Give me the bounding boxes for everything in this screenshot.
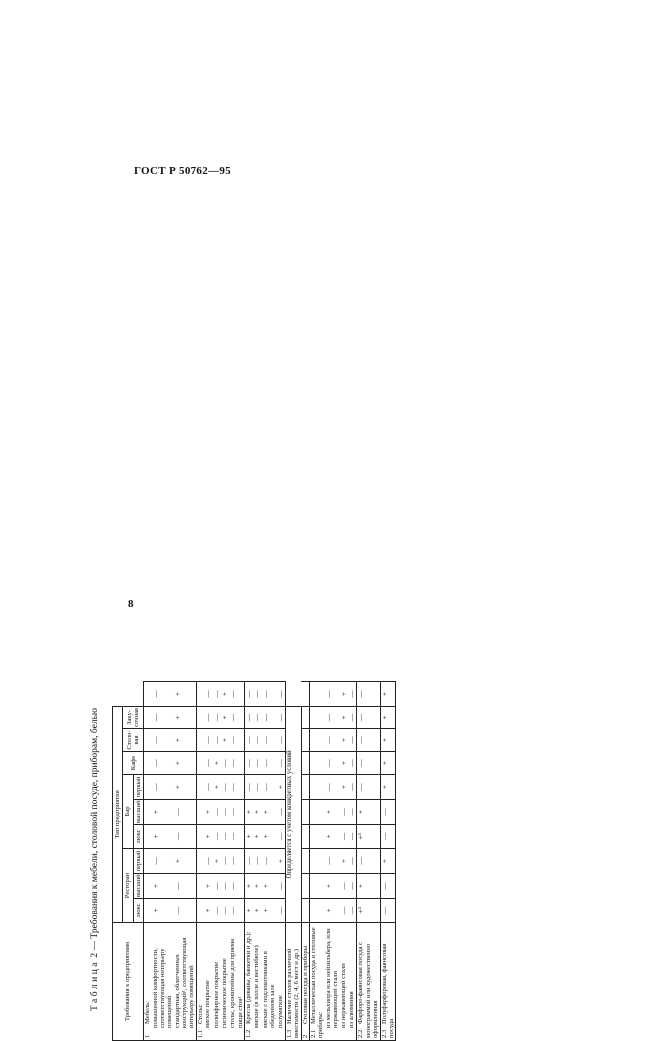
mark-cell: + [380, 752, 396, 775]
mark-cell: + [152, 899, 174, 923]
row-label: 2.3Полуфарфоровая, фаянсовая посуда [380, 923, 396, 1041]
row-label: 2Столовая посуда и приборы [301, 923, 309, 1041]
row-label: 1.2Кресла (диваны, банкетки и др.): [245, 923, 254, 1041]
mark-cell: — [340, 800, 348, 825]
table-caption [90, 682, 100, 1037]
mark-cell: — [152, 706, 174, 728]
mark-cell: + [174, 752, 197, 775]
mark-cell: + [380, 775, 396, 800]
caption-title: — Требования к мебели, столовой посуде, приборам, белью [90, 707, 100, 951]
mark-cell: — [262, 849, 277, 874]
document-header: ГОСТ Р 50762—95 [134, 165, 231, 177]
row-label: гигиеническое покрытие [221, 923, 229, 1041]
mark-cell: + [174, 706, 197, 728]
mark-cell: + [204, 825, 212, 849]
row-label: 1Мебель: [144, 923, 152, 1041]
mark-cell: — [340, 825, 348, 849]
mark-cell: — [152, 752, 174, 775]
mark-cell: — [380, 800, 396, 825]
mark-cell: — [357, 752, 380, 775]
mark-cell: — [277, 800, 286, 825]
mark-cell: + [213, 849, 221, 874]
mark-cell: — [348, 874, 357, 899]
mark-cell: — [357, 682, 380, 707]
mark-cell: — [340, 899, 348, 923]
mark-cell: — [253, 775, 261, 800]
mark-cell: — [340, 874, 348, 899]
mark-cell: — [229, 874, 244, 899]
mark-cell: + [357, 874, 380, 899]
mark-cell [301, 729, 309, 752]
mark-cell: — [245, 849, 254, 874]
mark-cell: — [245, 706, 254, 728]
mark-cell: — [348, 899, 357, 923]
mark-cell: — [380, 825, 396, 849]
mark-cell: + [262, 825, 277, 849]
col-bar-higher: высший [134, 800, 142, 823]
mark-cell: — [357, 729, 380, 752]
mark-cell: — [357, 849, 380, 874]
col-restaurant: Ресторан [123, 849, 133, 923]
mark-cell: — [253, 849, 261, 874]
mark-cell [310, 899, 325, 923]
col-canteen: Столо-вая [123, 729, 144, 752]
mark-cell: — [221, 874, 229, 899]
mark-cell: — [204, 752, 212, 775]
mark-cell: — [229, 849, 244, 874]
mark-cell: — [262, 729, 277, 752]
mark-cell [310, 874, 325, 899]
mark-cell: — [348, 825, 357, 849]
mark-cell: + [340, 706, 348, 728]
mark-cell: + [262, 800, 277, 825]
mark-cell [310, 849, 325, 874]
mark-cell [310, 682, 325, 707]
mark-cell: — [229, 752, 244, 775]
mark-cell: — [357, 775, 380, 800]
row-label: 2.2Фарфоро-фаянсовая посуда с монограммой или художественно оформленная [357, 923, 380, 1041]
mark-cell: — [213, 706, 221, 728]
mark-cell: — [204, 849, 212, 874]
col-restaurant-first: первый [133, 849, 143, 874]
rotated-table-block [90, 681, 610, 1041]
mark-cell: — [213, 800, 221, 825]
requirements-table [112, 681, 396, 1041]
mark-cell: — [262, 775, 277, 800]
mark-cell: + [221, 729, 229, 752]
mark-cell: — [380, 874, 396, 899]
mark-cell: — [277, 899, 286, 923]
mark-cell: — [325, 729, 340, 752]
mark-cell: — [213, 874, 221, 899]
mark-cell: — [229, 729, 244, 752]
mark-cell: + [174, 729, 197, 752]
mark-cell: + [213, 752, 221, 775]
caption-table-word: Таблица [90, 960, 100, 1012]
mark-cell: + [277, 775, 286, 800]
mark-cell [301, 849, 309, 874]
mark-cell: — [229, 682, 244, 707]
caption-table-number: 2 [90, 952, 100, 958]
mark-cell: — [174, 899, 197, 923]
mark-cell: + [325, 800, 340, 825]
mark-cell: — [174, 800, 197, 825]
mark-cell: — [348, 849, 357, 874]
mark-cell: + [340, 752, 348, 775]
row-label: 2.1Металлическая посуда и столовые приборы: [310, 923, 325, 1041]
mark-cell: + [253, 825, 261, 849]
mark-cell [301, 682, 309, 707]
mark-cell: — [253, 706, 261, 728]
mark-cell: + [325, 874, 340, 899]
mark-cell [310, 800, 325, 825]
mark-cell: + [340, 849, 348, 874]
mark-cell: — [245, 775, 254, 800]
mark-cell: — [221, 849, 229, 874]
mark-cell [310, 729, 325, 752]
mark-cell: — [277, 706, 286, 728]
mark-cell [310, 825, 325, 849]
mark-cell: — [325, 682, 340, 707]
mark-cell: — [229, 800, 244, 825]
mark-cell: + [253, 874, 261, 899]
mark-cell: + [152, 825, 174, 849]
mark-cell: — [348, 752, 357, 775]
mark-cell: — [213, 729, 221, 752]
mark-cell: + [380, 729, 396, 752]
mark-cell: — [325, 706, 340, 728]
mark-cell [301, 825, 309, 849]
col-restaurant-higher: высший [134, 874, 142, 897]
mark-cell: — [348, 682, 357, 707]
mark-cell [310, 752, 325, 775]
row-label: из нержавеющей стали [340, 923, 348, 1041]
col-cafe: Кафе [123, 752, 144, 775]
mark-cell: +³ [357, 825, 380, 849]
mark-cell: — [152, 682, 174, 707]
mark-cell [301, 752, 309, 775]
mark-cell [301, 874, 309, 899]
mark-cell [301, 706, 309, 728]
mark-cell: — [152, 729, 174, 752]
mark-cell: — [204, 706, 212, 728]
mark-cell: — [229, 899, 244, 923]
mark-cell: + [152, 800, 174, 825]
mark-cell: + [253, 800, 261, 825]
page-number: 8 [128, 598, 134, 610]
mark-cell: — [229, 775, 244, 800]
row-label: мягкие (в холле и вестибюле) [253, 923, 261, 1041]
mark-cell: — [229, 825, 244, 849]
mark-cell: + [340, 729, 348, 752]
mark-cell: — [221, 752, 229, 775]
mark-cell: + [204, 800, 212, 825]
mark-cell: + [262, 874, 277, 899]
row-label: стандартная, облегченных конструкций¹, соответствующая интерьеру помещений [174, 923, 197, 1041]
mark-cell [301, 800, 309, 825]
mark-cell: — [229, 706, 244, 728]
row-label: столы, кронштейны для приема пищи стоя² [229, 923, 244, 1041]
mark-cell: — [221, 775, 229, 800]
mark-cell: — [348, 800, 357, 825]
special-note-cell: Определяется с учетом конкретных условий [285, 706, 301, 922]
mark-cell: + [380, 849, 396, 874]
mark-cell [301, 899, 309, 923]
mark-cell: + [357, 800, 380, 825]
mark-cell: + [245, 874, 254, 899]
col-type-group: Тип предприятия [113, 706, 123, 922]
mark-cell: + [245, 899, 254, 923]
mark-cell: — [277, 825, 286, 849]
mark-cell: + [152, 874, 174, 899]
mark-cell: — [348, 706, 357, 728]
col-bar-lux: люкс [133, 825, 143, 849]
mark-cell: + [174, 775, 197, 800]
mark-cell: — [253, 682, 261, 707]
mark-cell: — [277, 729, 286, 752]
col-requirements: Требования к предприятиям [113, 923, 144, 1041]
mark-cell: — [277, 752, 286, 775]
row-label: мягкое покрытие [204, 923, 212, 1041]
mark-cell: — [253, 752, 261, 775]
mark-cell: — [245, 682, 254, 707]
mark-cell: — [152, 849, 174, 874]
mark-cell: — [204, 682, 212, 707]
mark-cell: — [221, 899, 229, 923]
mark-cell: — [325, 849, 340, 874]
mark-cell: — [213, 899, 221, 923]
mark-cell: — [325, 775, 340, 800]
mark-cell: — [245, 752, 254, 775]
mark-cell: — [348, 729, 357, 752]
col-restaurant-lux: люкс [133, 899, 143, 923]
col-snack-bar: Заку-сочная [123, 706, 144, 728]
table-body [144, 682, 396, 1041]
mark-cell: +³ [357, 899, 380, 923]
mark-cell [310, 775, 325, 800]
col-bar: Бар [123, 775, 133, 849]
mark-cell: — [380, 899, 396, 923]
mark-cell: + [340, 775, 348, 800]
mark-cell: + [277, 849, 286, 874]
row-label: повышенной комфортности, соответствующая интерьеру помещений [152, 923, 174, 1041]
mark-cell: + [204, 899, 212, 923]
mark-cell: — [245, 729, 254, 752]
row-label: полиэфирное покрытие [213, 923, 221, 1041]
mark-cell: + [204, 874, 212, 899]
mark-cell: — [277, 682, 286, 707]
mark-cell: + [213, 775, 221, 800]
mark-cell: — [204, 775, 212, 800]
mark-cell: + [380, 706, 396, 728]
mark-cell: + [174, 682, 197, 707]
mark-cell: — [262, 752, 277, 775]
mark-cell: — [348, 775, 357, 800]
mark-cell: — [262, 706, 277, 728]
mark-cell: + [262, 899, 277, 923]
mark-cell: + [221, 706, 229, 728]
mark-cell: — [325, 752, 340, 775]
mark-cell: + [340, 682, 348, 707]
mark-cell [301, 775, 309, 800]
row-label: мягкие с подлокотниками в обеденном зале [262, 923, 277, 1041]
mark-cell: + [380, 682, 396, 707]
row-label: 1.3Наличие столов различной вместимости (2, 4, 6 мест и др.) [285, 923, 301, 1041]
mark-cell [310, 706, 325, 728]
col-bar-first: первый [133, 775, 143, 800]
mark-cell: — [204, 729, 212, 752]
mark-cell: — [174, 825, 197, 849]
mark-cell: — [221, 800, 229, 825]
mark-cell: — [213, 825, 221, 849]
mark-cell: — [213, 682, 221, 707]
mark-cell: — [152, 775, 174, 800]
mark-cell: + [325, 825, 340, 849]
mark-cell: + [325, 899, 340, 923]
row-label: из алюминия [348, 923, 357, 1041]
mark-cell: — [221, 825, 229, 849]
row-label: 1.1Столы: [196, 923, 204, 1041]
mark-cell: + [245, 825, 254, 849]
mark-cell: + [221, 682, 229, 707]
mark-cell: + [174, 849, 197, 874]
mark-cell: — [277, 874, 286, 899]
mark-cell: — [262, 682, 277, 707]
mark-cell: — [174, 874, 197, 899]
mark-cell: — [253, 729, 261, 752]
mark-cell: + [245, 800, 254, 825]
row-label: полумягкие [277, 923, 286, 1041]
row-label: из мельхиора или нейзильбера, или нержавеющей стали [325, 923, 340, 1041]
mark-cell: + [253, 899, 261, 923]
mark-cell: — [357, 706, 380, 728]
